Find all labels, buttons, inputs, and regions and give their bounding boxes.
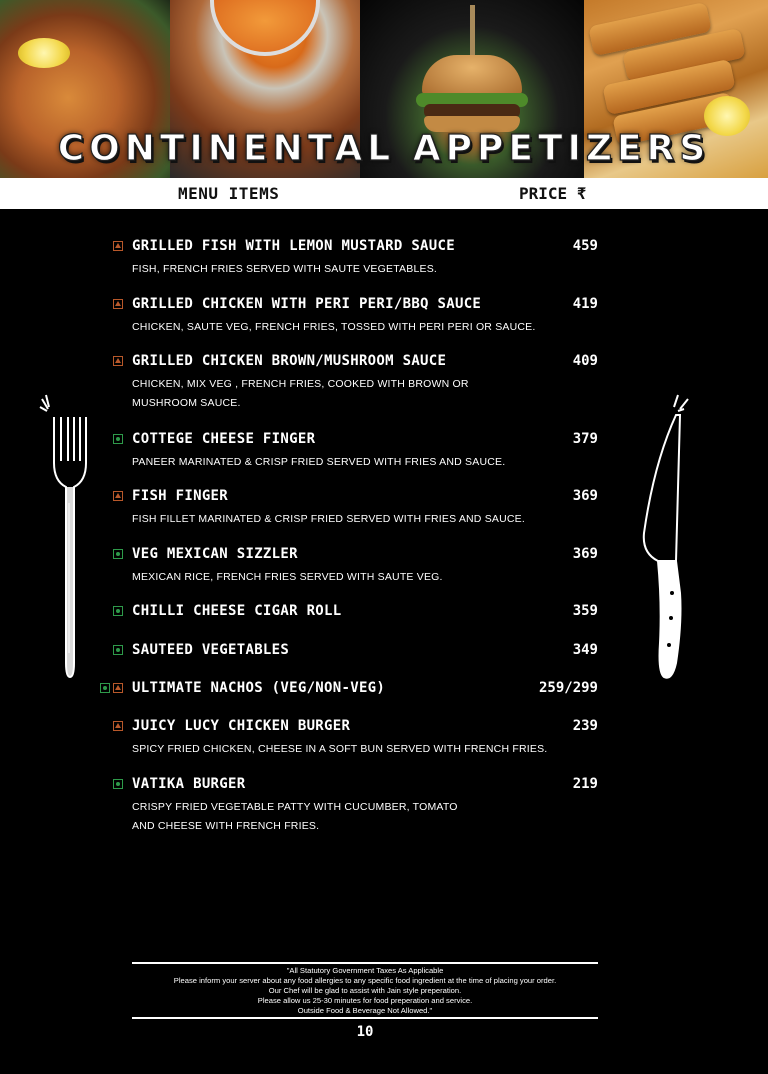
item-name: COTTEGE CHEESE FINGER [132, 431, 316, 447]
column-header-bar [0, 178, 768, 209]
item-description: SPICY FRIED CHICKEN, CHEESE IN A SOFT BUN SERVED WITH FRENCH FRIES. [132, 743, 548, 755]
item-name: GRILLED FISH WITH LEMON MUSTARD SAUCE [132, 238, 455, 254]
item-price: 259/299 [538, 680, 598, 696]
item-price: 369 [572, 488, 598, 504]
footer-rule-top [132, 962, 598, 964]
item-name: CHILLI CHEESE CIGAR ROLL [132, 603, 342, 619]
page-title: CONTINENTAL APPETIZERS [57, 128, 711, 169]
item-description: CHICKEN, SAUTE VEG, FRENCH FRIES, TOSSED WITH PERI PERI OR SAUCE. [132, 321, 536, 333]
item-name: SAUTEED VEGETABLES [132, 642, 290, 658]
item-price: 379 [572, 431, 598, 447]
item-description: CHICKEN, MIX VEG , FRENCH FRIES, COOKED WITH BROWN OR MUSHROOM SAUCE. [132, 378, 469, 409]
item-name: FISH FINGER [132, 488, 229, 504]
item-description: PANEER MARINATED & CRISP FRIED SERVED WITH FRIES AND SAUCE. [132, 456, 506, 468]
non-veg-icon [113, 491, 123, 501]
veg-icon [113, 606, 123, 616]
item-price: 419 [572, 296, 598, 312]
page-number: 10 [356, 1024, 374, 1040]
item-name: GRILLED CHICKEN WITH PERI PERI/BBQ SAUCE [132, 296, 482, 312]
item-name: JUICY LUCY CHICKEN BURGER [132, 718, 351, 734]
veg-icon [100, 683, 110, 693]
item-name: ULTIMATE NACHOS (VEG/NON-VEG) [132, 680, 386, 696]
item-description: MEXICAN RICE, FRENCH FRIES SERVED WITH SAUTE VEG. [132, 571, 443, 583]
item-name: VATIKA BURGER [132, 776, 246, 792]
veg-icon [113, 434, 123, 444]
non-veg-icon [113, 299, 123, 309]
item-name: GRILLED CHICKEN BROWN/MUSHROOM SAUCE [132, 353, 447, 369]
item-price: 409 [572, 353, 598, 369]
item-price: 369 [572, 546, 598, 562]
footer-rule-bottom [132, 1017, 598, 1019]
item-price: 349 [572, 642, 598, 658]
non-veg-icon [113, 721, 123, 731]
knife-icon [636, 393, 696, 685]
item-price: 219 [572, 776, 598, 792]
item-description: FISH FILLET MARINATED & CRISP FRIED SERVED WITH FRIES AND SAUCE. [132, 513, 526, 525]
veg-icon [113, 779, 123, 789]
menu-items-heading: MENU ITEMS [178, 184, 280, 203]
item-description: FISH, FRENCH FRIES SERVED WITH SAUTE VEGETABLES. [132, 263, 438, 275]
non-veg-icon [113, 241, 123, 251]
veg-icon [113, 549, 123, 559]
item-description: CRISPY FRIED VEGETABLE PATTY WITH CUCUMBER, TOMATO AND CHEESE WITH FRENCH FRIES. [132, 801, 458, 832]
item-price: 359 [572, 603, 598, 619]
non-veg-icon [113, 356, 123, 366]
item-price: 459 [572, 238, 598, 254]
fork-icon [36, 393, 92, 683]
footer-disclaimer: "All Statutory Government Taxes As Applicable Please inform your server about any food allergies to any specific food ingredient at the time of placing your order. Our Chef will be glad to assist with Jain style preperation. Please allow us 25-30 minutes for food preperation and service. Outside Food & Beverage Not Allowed." [173, 966, 557, 1015]
item-name: VEG MEXICAN SIZZLER [132, 546, 298, 562]
non-veg-icon [113, 683, 123, 693]
item-price: 239 [572, 718, 598, 734]
veg-icon [113, 645, 123, 655]
price-heading: PRICE ₹ [519, 184, 587, 203]
